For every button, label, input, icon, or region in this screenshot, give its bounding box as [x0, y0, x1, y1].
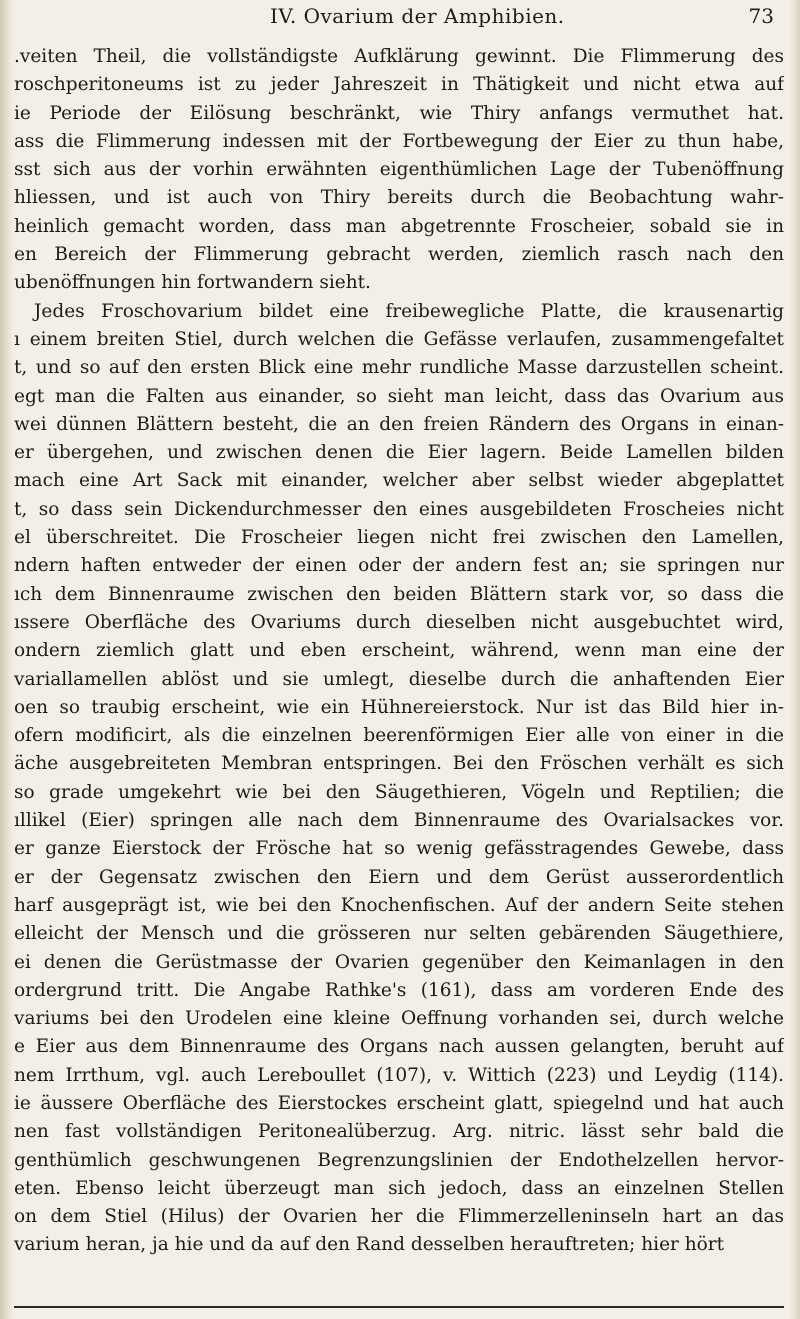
text-line: ıch dem Binnenraume zwischen den beiden Blättern stark vor, so dass die	[14, 583, 784, 605]
text-line: e Eier aus dem Binnenraume des Organs nach aussen gelangten, beruht auf	[14, 1036, 784, 1058]
text-line: ıssere Oberfläche des Ovariums durch dieselben nicht ausgebuchtet wird,	[14, 611, 784, 633]
text-line: ndern haften entweder der einen oder der andern fest an; sie springen nur	[14, 555, 784, 577]
page-number: 73	[748, 4, 774, 28]
text-line: heinlich gemacht worden, dass man abgetrennte Froscheier, sobald sie in	[14, 215, 784, 237]
text-line: so grade umgekehrt wie bei den Säugethieren, Vögeln und Reptilien; die	[14, 781, 784, 803]
text-line: t, so dass sein Dickendurchmesser den eines ausgebildeten Froscheies nicht	[14, 498, 784, 520]
text-line: ubenöffnungen hin fortwandern sieht.	[14, 272, 371, 294]
text-line: ordergrund tritt. Die Angabe Rathke's (161), dass am vorderen Ende des	[14, 979, 784, 1001]
text-line: sst sich aus der vorhin erwähnten eigenthümlichen Lage der Tubenöffnung	[14, 159, 784, 181]
text-line: egt man die Falten aus einander, so sieht man leicht, dass das Ovarium aus	[14, 385, 784, 407]
text-line: .veiten Theil, die vollständigste Aufklärung gewinnt. Die Flimmerung des	[14, 46, 784, 67]
text-line: hliessen, und ist auch von Thiry bereits durch die Beobachtung wahr-	[14, 187, 784, 209]
text-line: wei dünnen Blättern besteht, die an den freien Rändern des Organs in einan-	[14, 413, 784, 435]
text-line: ie Periode der Eilösung beschränkt, wie Thiry anfangs vermuthet hat.	[14, 102, 784, 124]
text-line: ei denen die Gerüstmasse der Ovarien gegenüber den Keimanlagen in den	[14, 951, 784, 973]
text-line: elleicht der Mensch und die grösseren nur selten gebärenden Säugethiere,	[14, 923, 784, 945]
text-line: er der Gegensatz zwischen den Eiern und dem Gerüst ausserordentlich	[14, 866, 784, 888]
text-line: er übergehen, und zwischen denen die Eier lagern. Beide Lamellen bilden	[14, 442, 784, 464]
text-line: ondern ziemlich glatt und eben erscheint, während, wenn man eine der	[14, 640, 784, 662]
text-line: ie äussere Oberfläche des Eierstockes erscheint glatt, spiegelnd und hat auch	[14, 1092, 784, 1114]
text-line: on dem Stiel (Hilus) der Ovarien her die Flimmerzelleninseln hart an das	[14, 1206, 784, 1228]
text-line: en Bereich der Flimmerung gebracht werden, ziemlich rasch nach den	[14, 244, 784, 266]
text-line: el überschreitet. Die Froscheier liegen nicht frei zwischen den Lamellen,	[14, 527, 784, 549]
text-line: roschperitoneums ist zu jeder Jahreszeit in Thätigkeit und nicht etwa auf	[14, 74, 784, 96]
text-line: er ganze Eierstock der Frösche hat so wenig gefässtragendes Gewebe, dass	[14, 838, 784, 860]
text-line: t, und so auf den ersten Blick eine mehr rundliche Masse darzustellen scheint.	[14, 357, 784, 379]
running-head: IV. Ovarium der Amphibien.	[270, 4, 565, 28]
text-line: ass die Flimmerung indessen mit der Fortbewegung der Eier zu thun habe,	[14, 130, 784, 152]
text-line: variallamellen ablöst und sie umlegt, dieselbe durch die anhaftenden Eier	[14, 668, 784, 690]
text-line: ıllikel (Eier) springen alle nach dem Binnenraume des Ovarialsackes vor.	[14, 810, 784, 832]
text-line: ofern modificirt, als die einzelnen beerenförmigen Eier alle von einer in die	[14, 725, 784, 747]
text-line: nem Irrthum, vgl. auch Lereboullet (107), v. Wittich (223) und Leydig (114).	[14, 1064, 784, 1086]
text-line: genthümlich geschwungenen Begrenzungslinien der Endothelzellen hervor-	[14, 1149, 784, 1171]
text-line: varium heran, ja hie und da auf den Rand desselben herauftreten; hier hört	[14, 1234, 725, 1256]
text-line: variums bei den Urodelen eine kleine Oeffnung vorhanden sei, durch welche	[14, 1008, 784, 1030]
body-text	[14, 43, 784, 1260]
text-line: oen so traubig erscheint, wie ein Hühnereierstock. Nur ist das Bild hier in-	[14, 696, 784, 718]
text-line: Jedes Froschovarium bildet eine freibewegliche Platte, die krausenartig	[34, 300, 784, 322]
page-edge-shadow	[790, 0, 800, 1319]
text-line: äche ausgebreiteten Membran entspringen. Bei den Fröschen verhält es sich	[14, 753, 784, 775]
text-line: ı einem breiten Stiel, durch welchen die Gefässe verlaufen, zusammengefaltet	[14, 328, 784, 350]
text-line: mach eine Art Sack mit einander, welcher aber selbst wieder abgeplattet	[14, 470, 784, 492]
page-spine-shadow	[0, 0, 14, 1319]
text-line: harf ausgeprägt ist, wie bei den Knochenfischen. Auf der andern Seite stehen	[14, 894, 784, 916]
page-header	[30, 0, 780, 40]
text-line: eten. Ebenso leicht überzeugt man sich jedoch, dass an einzelnen Stellen	[14, 1177, 784, 1199]
bottom-rule	[14, 1306, 784, 1308]
text-line: nen fast vollständigen Peritonealüberzug. Arg. nitric. lässt sehr bald die	[14, 1121, 784, 1143]
